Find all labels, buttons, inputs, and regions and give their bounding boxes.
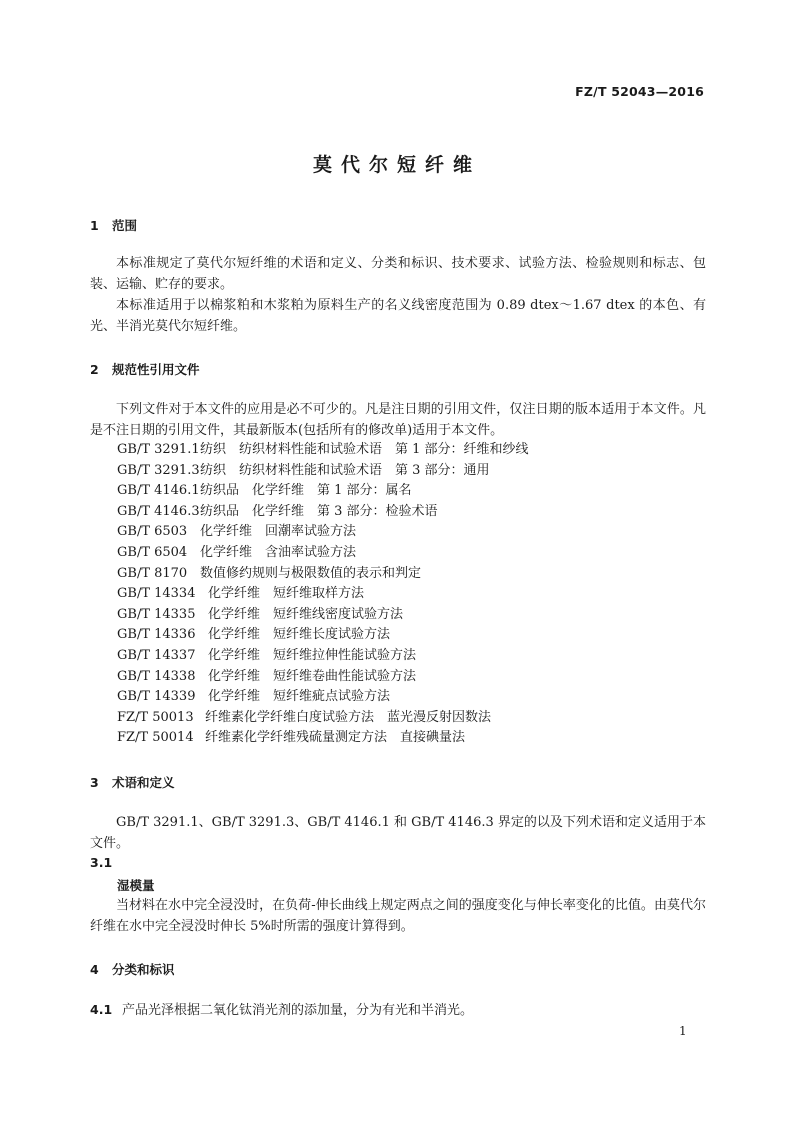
reference-code: GB/T 14335 <box>117 606 196 622</box>
reference-code: GB/T 3291.1 <box>117 442 200 457</box>
reference-code: GB/T 14334 <box>117 586 196 602</box>
list-item <box>117 605 529 626</box>
reference-title: 化学纤维 短纤维长度试验方法 <box>208 627 391 643</box>
reference-title: 纺织品 化学纤维 第 1 部分：属名 <box>200 483 412 499</box>
list-item <box>117 584 529 605</box>
scope-paragraph-2: 本标准适用于以棉浆粕和木浆粕为原料生产的名义线密度范围为 0.89 dtex～1.67 dtex 的本色、有光、半消光莫代尔短纤维。 <box>90 298 706 334</box>
list-item <box>117 646 529 667</box>
reference-code: FZ/T 50013 <box>117 709 194 725</box>
section-1-heading <box>90 216 137 234</box>
list-item <box>117 440 529 461</box>
scope-paragraph-1: 本标准规定了莫代尔短纤维的术语和定义、分类和标识、技术要求、试验方法、检验规则和标志、包装、运输、贮存的要求。 <box>90 256 706 292</box>
section-3-number: 3 <box>90 775 99 790</box>
list-item <box>117 502 529 523</box>
page-number: 1 <box>679 1024 687 1038</box>
list-item <box>117 543 529 564</box>
reference-code: GB/T 4146.3 <box>117 503 200 519</box>
section-2-number: 2 <box>90 362 99 377</box>
reference-title: 化学纤维 短纤维疵点试验方法 <box>208 689 391 705</box>
section-4-number: 4 <box>90 962 99 977</box>
reference-code: GB/T 14338 <box>117 668 196 684</box>
reference-code: GB/T 4146.1 <box>117 483 200 499</box>
list-item <box>117 708 529 729</box>
list-item <box>117 728 529 749</box>
list-item <box>117 522 529 543</box>
reference-code: GB/T 3291.3 <box>117 462 200 478</box>
section-1-number: 1 <box>90 218 99 233</box>
reference-title: 纤维素化学纤维白度试验方法 蓝光漫反射因数法 <box>205 709 492 725</box>
reference-code: GB/T 14337 <box>117 647 196 663</box>
reference-code: GB/T 8170 <box>117 565 188 581</box>
reference-title: 纺织 纺织材料性能和试验术语 第 3 部分：通用 <box>200 462 490 478</box>
reference-list <box>117 440 529 749</box>
list-item <box>117 461 529 482</box>
document-title: 莫代尔短纤维 <box>312 154 481 176</box>
reference-title: 化学纤维 短纤维线密度试验方法 <box>208 606 404 622</box>
section-4-heading <box>90 960 175 978</box>
reference-title: 数值修约规则与极限数值的表示和判定 <box>200 565 422 581</box>
reference-title: 化学纤维 含油率试验方法 <box>200 544 357 560</box>
list-item <box>117 481 529 502</box>
section-3-heading <box>90 773 175 791</box>
reference-title: 纺织品 化学纤维 第 3 部分：检验术语 <box>200 503 438 519</box>
reference-code: GB/T 14339 <box>117 689 196 705</box>
reference-code: GB/T 14336 <box>117 627 196 643</box>
section-3-title: 术语和定义 <box>112 775 175 790</box>
reference-title: 化学纤维 回潮率试验方法 <box>200 524 357 540</box>
list-item <box>117 625 529 646</box>
reference-title: 化学纤维 短纤维取样方法 <box>208 586 365 602</box>
reference-code: GB/T 6504 <box>117 544 188 560</box>
reference-title: 化学纤维 短纤维卷曲性能试验方法 <box>208 668 417 684</box>
term-number: 3.1 <box>90 855 113 870</box>
section-1-title: 范围 <box>112 218 138 233</box>
section-2-heading <box>90 360 200 378</box>
reference-title: 纺织 纺织材料性能和试验术语 第 1 部分：纤维和纱线 <box>200 442 529 457</box>
clause-text: 产品光泽根据二氧化钛消光剂的添加量，分为有光和半消光。 <box>122 1003 474 1018</box>
clause-number: 4.1 <box>90 1002 113 1017</box>
reference-code: GB/T 6503 <box>117 524 188 540</box>
terms-intro: GB/T 3291.1、GB/T 3291.3、GB/T 4146.1 和 GB/T 4146.3 界定的以及下列术语和定义适用于本文件。 <box>90 815 706 851</box>
reference-title: 化学纤维 短纤维拉伸性能试验方法 <box>208 647 417 663</box>
section-4-title: 分类和标识 <box>112 962 175 977</box>
term-definition: 当材料在水中完全浸没时，在负荷-伸长曲线上规定两点之间的强度变化与伸长率变化的比值。由莫代尔纤维在水中完全浸没时伸长 5%时所需的强度计算得到。 <box>90 898 706 934</box>
reference-code: FZ/T 50014 <box>117 730 194 746</box>
clause-4-1 <box>90 1000 473 1021</box>
reference-title: 纤维素化学纤维残硫量测定方法 直接碘量法 <box>205 730 466 746</box>
references-intro: 下列文件对于本文件的应用是必不可少的。凡是注日期的引用文件，仅注日期的版本适用于本文件。凡是不注日期的引用文件，其最新版本(包括所有的修改单)适用于本文件。 <box>90 402 706 438</box>
list-item <box>117 687 529 708</box>
standard-code: FZ/T 52043—2016 <box>575 84 704 99</box>
section-2-title: 规范性引用文件 <box>112 362 200 377</box>
term-name: 湿模量 <box>117 878 155 893</box>
list-item <box>117 564 529 585</box>
list-item <box>117 667 529 688</box>
